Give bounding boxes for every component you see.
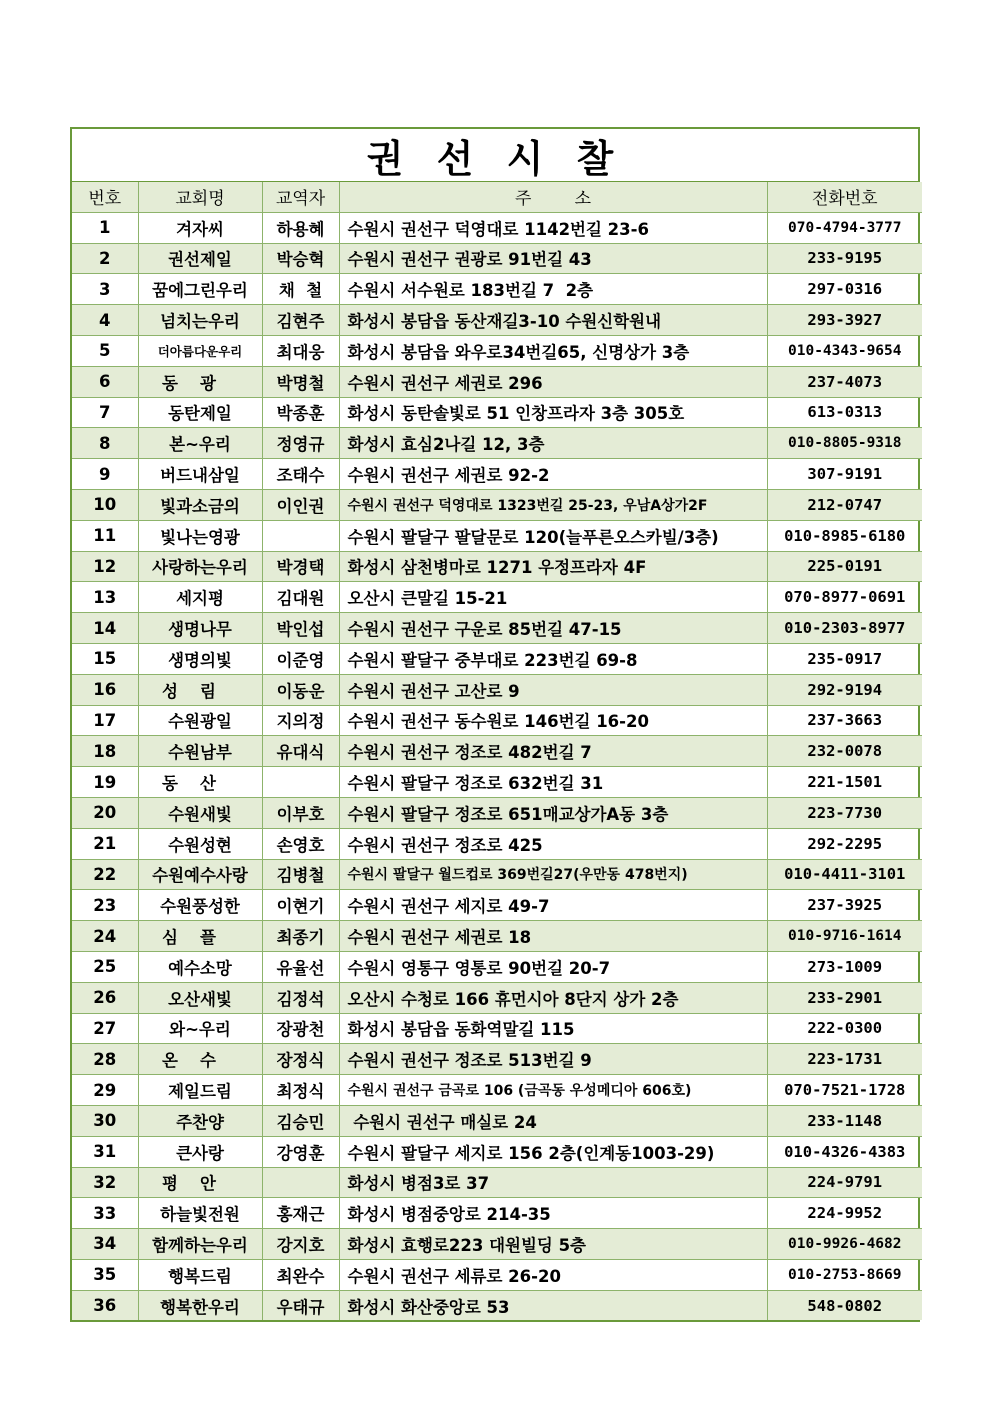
table-row [72,428,922,459]
table-row [72,951,922,982]
table-row [72,1198,922,1229]
header-no: 번호 [72,182,138,212]
table-row [72,243,922,274]
pastor-name [262,520,339,551]
church-address: 수원시 서수원로 183번길 7 2층 [339,274,767,305]
phone-number: 224-9791 [767,1167,922,1198]
phone-number: 237-4073 [767,366,922,397]
church-name: 세지평 [138,582,262,613]
row-number: 10 [72,489,138,520]
phone-number: 237-3663 [767,705,922,736]
church-name: 겨자씨 [138,212,262,243]
row-number: 15 [72,643,138,674]
church-address: 화성시 봉담읍 동화역말길 115 [339,1013,767,1044]
pastor-name: 박인섭 [262,613,339,644]
pastor-name: 최정식 [262,1075,339,1106]
header-church: 교회명 [138,182,262,212]
church-name: 생명나무 [138,613,262,644]
table-row [72,1167,922,1198]
phone-number: 297-0316 [767,274,922,305]
church-address: 수원시 권선구 세권로 18 [339,921,767,952]
pastor-name: 김승민 [262,1105,339,1136]
church-name: 성림 [138,674,262,705]
church-address: 화성시 동탄솔빛로 51 인창프라자 3층 305호 [339,397,767,428]
phone-number: 232-0078 [767,736,922,767]
table-row [72,459,922,490]
church-name: 예수소망 [138,951,262,982]
row-number: 29 [72,1075,138,1106]
phone-number: 613-0313 [767,397,922,428]
phone-number: 225-0191 [767,551,922,582]
table-row [72,859,922,890]
church-name: 행복한우리 [138,1290,262,1320]
table-row [72,797,922,828]
church-address: 수원시 권선구 매실로 24 [339,1105,767,1136]
phone-number: 233-1148 [767,1105,922,1136]
church-name: 수원풍성한 [138,890,262,921]
church-name: 수원남부 [138,736,262,767]
phone-number: 010-2753-8669 [767,1259,922,1290]
table-row [72,890,922,921]
church-address: 수원시 영통구 영통로 90번길 20-7 [339,951,767,982]
pastor-name: 유율선 [262,951,339,982]
row-number: 2 [72,243,138,274]
church-name: 오산새빛 [138,982,262,1013]
table-row [72,643,922,674]
church-address: 화성시 봉담읍 동산재길3-10 수원신학원내 [339,305,767,336]
row-number: 28 [72,1044,138,1075]
church-address: 화성시 병점3로 37 [339,1167,767,1198]
table-row [72,274,922,305]
page-title: 권 선 시 찰 [366,136,624,181]
church-address: 수원시 권선구 세류로 26-20 [339,1259,767,1290]
church-name: 사랑하는우리 [138,551,262,582]
pastor-name: 최완수 [262,1259,339,1290]
phone-number: 273-1009 [767,951,922,982]
phone-number: 292-9194 [767,674,922,705]
church-address: 화성시 화산중앙로 53 [339,1290,767,1320]
row-number: 13 [72,582,138,613]
pastor-name: 우태규 [262,1290,339,1320]
church-name: 하늘빛전원 [138,1198,262,1229]
row-number: 1 [72,212,138,243]
church-name: 권선제일 [138,243,262,274]
row-number: 23 [72,890,138,921]
phone-number: 221-1501 [767,767,922,798]
row-number: 19 [72,767,138,798]
pastor-name: 최종기 [262,921,339,952]
row-number: 4 [72,305,138,336]
church-address: 수원시 권선구 정조로 513번길 9 [339,1044,767,1075]
header-pastor: 교역자 [262,182,339,212]
church-address: 화성시 효심2나길 12, 3층 [339,428,767,459]
title-bar [72,129,918,182]
row-number: 25 [72,951,138,982]
church-name: 온수 [138,1044,262,1075]
church-address: 수원시 권선구 금곡로 106 (금곡동 우성메디아 606호) [339,1075,767,1106]
church-table [72,182,922,1320]
row-number: 24 [72,921,138,952]
row-number: 22 [72,859,138,890]
church-name: 큰사랑 [138,1136,262,1167]
table-row [72,982,922,1013]
church-name: 본~우리 [138,428,262,459]
table-row [72,767,922,798]
row-number: 11 [72,520,138,551]
phone-number: 070-7521-1728 [767,1075,922,1106]
table-row [72,1075,922,1106]
church-name: 동탄제일 [138,397,262,428]
church-name: 넘치는우리 [138,305,262,336]
pastor-name: 이현기 [262,890,339,921]
pastor-name: 장광천 [262,1013,339,1044]
phone-number: 010-4411-3101 [767,859,922,890]
church-address: 수원시 권선구 세지로 49-7 [339,890,767,921]
row-number: 31 [72,1136,138,1167]
pastor-name: 장정식 [262,1044,339,1075]
header-address: 주 소 [339,182,767,212]
church-address: 오산시 큰말길 15-21 [339,582,767,613]
church-name: 동산 [138,767,262,798]
phone-number: 223-1731 [767,1044,922,1075]
phone-number: 010-8805-9318 [767,428,922,459]
table-header-row [72,182,922,212]
table-row [72,921,922,952]
table-row [72,828,922,859]
church-address: 화성시 병점중앙로 214-35 [339,1198,767,1229]
church-name: 주찬양 [138,1105,262,1136]
pastor-name: 이부호 [262,797,339,828]
table-row [72,674,922,705]
church-address: 수원시 팔달구 팔달문로 120(늘푸른오스카빌/3층) [339,520,767,551]
pastor-name: 박명철 [262,366,339,397]
table-row [72,1105,922,1136]
row-number: 6 [72,366,138,397]
pastor-name: 박경택 [262,551,339,582]
church-name: 수원새빛 [138,797,262,828]
table-row [72,1013,922,1044]
phone-number: 307-9191 [767,459,922,490]
phone-number: 070-8977-0691 [767,582,922,613]
phone-number: 010-9716-1614 [767,921,922,952]
table-row [72,1229,922,1260]
phone-number: 224-9952 [767,1198,922,1229]
table-row [72,305,922,336]
pastor-name: 이동운 [262,674,339,705]
phone-number: 233-9195 [767,243,922,274]
church-name: 수원예수사랑 [138,859,262,890]
row-number: 7 [72,397,138,428]
pastor-name: 김현주 [262,305,339,336]
church-address: 수원시 권선구 정조로 482번길 7 [339,736,767,767]
phone-number: 010-2303-8977 [767,613,922,644]
row-number: 27 [72,1013,138,1044]
church-address: 수원시 권선구 덕영대로 1142번길 23-6 [339,212,767,243]
pastor-name: 유대식 [262,736,339,767]
table-row [72,551,922,582]
row-number: 17 [72,705,138,736]
row-number: 16 [72,674,138,705]
church-address: 화성시 삼천병마로 1271 우정프라자 4F [339,551,767,582]
church-name: 생명의빛 [138,643,262,674]
table-row [72,1259,922,1290]
row-number: 35 [72,1259,138,1290]
phone-number: 010-4326-4383 [767,1136,922,1167]
phone-number: 237-3925 [767,890,922,921]
phone-number: 010-9926-4682 [767,1229,922,1260]
pastor-name: 박종훈 [262,397,339,428]
table-row [72,736,922,767]
church-directory-sheet [70,127,920,1322]
pastor-name: 김대원 [262,582,339,613]
table-row [72,1290,922,1320]
phone-number: 293-3927 [767,305,922,336]
church-name: 수원광일 [138,705,262,736]
church-address: 수원시 팔달구 월드컵로 369번길27(우만동 478번지) [339,859,767,890]
table-row [72,705,922,736]
church-address: 수원시 팔달구 정조로 651매교상가A동 3층 [339,797,767,828]
pastor-name: 홍재근 [262,1198,339,1229]
church-name: 제일드림 [138,1075,262,1106]
church-address: 수원시 권선구 구운로 85번길 47-15 [339,613,767,644]
church-name: 빛과소금의 [138,489,262,520]
church-address: 수원시 권선구 덕영대로 1323번길 25-23, 우남A상가2F [339,489,767,520]
table-body [72,212,922,1320]
row-number: 21 [72,828,138,859]
phone-number: 235-0917 [767,643,922,674]
pastor-name: 하용혜 [262,212,339,243]
pastor-name [262,1167,339,1198]
header-phone: 전화번호 [767,182,922,212]
church-name: 와~우리 [138,1013,262,1044]
pastor-name: 박승혁 [262,243,339,274]
table-row [72,520,922,551]
row-number: 12 [72,551,138,582]
church-address: 화성시 효행로223 대원빌딩 5층 [339,1229,767,1260]
church-name: 버드내삼일 [138,459,262,490]
pastor-name: 김정석 [262,982,339,1013]
phone-number: 292-2295 [767,828,922,859]
row-number: 30 [72,1105,138,1136]
phone-number: 212-0747 [767,489,922,520]
table-row [72,335,922,366]
phone-number: 223-7730 [767,797,922,828]
row-number: 3 [72,274,138,305]
table-row [72,1136,922,1167]
table-row [72,366,922,397]
pastor-name: 강영훈 [262,1136,339,1167]
church-address: 화성시 봉담읍 와우로34번길65, 신명상가 3층 [339,335,767,366]
church-address: 수원시 권선구 고산로 9 [339,674,767,705]
row-number: 34 [72,1229,138,1260]
church-name: 빛나는영광 [138,520,262,551]
pastor-name: 이인권 [262,489,339,520]
pastor-name: 최대웅 [262,335,339,366]
church-name: 동광 [138,366,262,397]
table-row [72,613,922,644]
church-name: 수원성현 [138,828,262,859]
table-row [72,489,922,520]
church-address: 오산시 수청로 166 휴먼시아 8단지 상가 2층 [339,982,767,1013]
row-number: 14 [72,613,138,644]
church-address: 수원시 팔달구 정조로 632번길 31 [339,767,767,798]
church-address: 수원시 팔달구 중부대로 223번길 69-8 [339,643,767,674]
row-number: 9 [72,459,138,490]
phone-number: 222-0300 [767,1013,922,1044]
church-name: 함께하는우리 [138,1229,262,1260]
row-number: 5 [72,335,138,366]
row-number: 32 [72,1167,138,1198]
pastor-name [262,767,339,798]
row-number: 20 [72,797,138,828]
church-name: 평안 [138,1167,262,1198]
church-address: 수원시 권선구 세권로 296 [339,366,767,397]
phone-number: 548-0802 [767,1290,922,1320]
row-number: 18 [72,736,138,767]
phone-number: 010-4343-9654 [767,335,922,366]
pastor-name: 조태수 [262,459,339,490]
table-row [72,397,922,428]
pastor-name: 이준영 [262,643,339,674]
church-name: 심플 [138,921,262,952]
phone-number: 010-8985-6180 [767,520,922,551]
row-number: 26 [72,982,138,1013]
church-address: 수원시 팔달구 세지로 156 2층(인계동1003-29) [339,1136,767,1167]
table-row [72,1044,922,1075]
church-address: 수원시 권선구 정조로 425 [339,828,767,859]
phone-number: 070-4794-3777 [767,212,922,243]
pastor-name: 김병철 [262,859,339,890]
pastor-name: 지의정 [262,705,339,736]
table-row [72,582,922,613]
church-address: 수원시 권선구 권광로 91번길 43 [339,243,767,274]
row-number: 36 [72,1290,138,1320]
church-name: 행복드림 [138,1259,262,1290]
row-number: 8 [72,428,138,459]
pastor-name: 채 철 [262,274,339,305]
church-address: 수원시 권선구 세권로 92-2 [339,459,767,490]
church-name: 더아름다운우리 [138,335,262,366]
pastor-name: 강지호 [262,1229,339,1260]
pastor-name: 손영호 [262,828,339,859]
table-row [72,212,922,243]
church-address: 수원시 권선구 동수원로 146번길 16-20 [339,705,767,736]
church-name: 꿈에그린우리 [138,274,262,305]
pastor-name: 정영규 [262,428,339,459]
row-number: 33 [72,1198,138,1229]
phone-number: 233-2901 [767,982,922,1013]
